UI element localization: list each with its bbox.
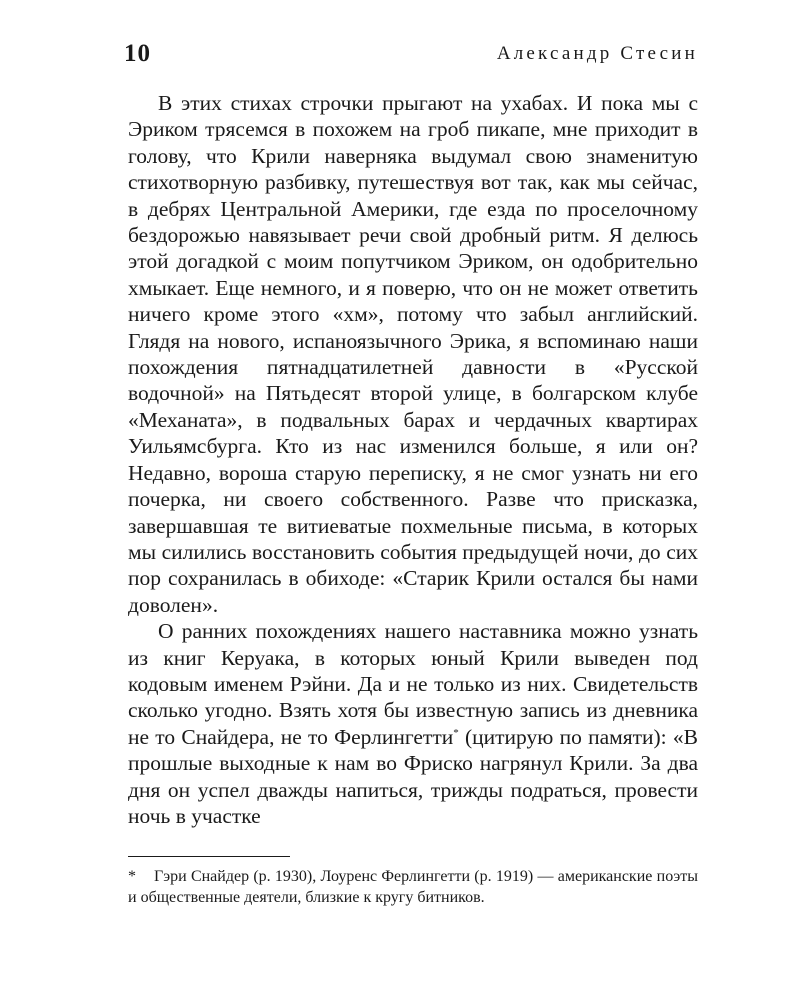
footnote-marker: * xyxy=(128,868,136,885)
footnote-text: Гэри Снайдер (р. 1930), Лоуренс Ферлингетти (р. 1919) — американские поэты и общественные деятели, близкие к кругу битников. xyxy=(128,868,698,906)
paragraph-2-text-b: (цитирую по памяти): «В прошлые выходные к нам во Фриско нагрянул Крили. За два дня он успел дважды напиться, трижды подраться, провести ночь в участке xyxy=(128,724,698,828)
footnote-reference[interactable]: * xyxy=(453,726,459,739)
page-number: 10 xyxy=(124,40,151,67)
author-name: Александр Стесин xyxy=(496,43,698,64)
paragraph-2-text-a: О ранних похождениях нашего наставника можно узнать из книг Керуака, в которых юный Крили выведен под кодовым именем Рэйни. Да и не только из них. Свидетельств сколько угодно. Взять хотя бы известную запись из дневника не то Снайдера, не то Ферлингетти xyxy=(128,619,698,749)
running-head xyxy=(124,38,698,70)
footnote-divider xyxy=(128,856,290,857)
footnote xyxy=(128,866,698,908)
paragraph-2 xyxy=(128,618,698,829)
body-text xyxy=(128,90,698,829)
paragraph-1: В этих стихах строчки прыгают на ухабах. И пока мы с Эриком трясемся в похожем на гроб пикапе, мне приходит в голову, что Крили наверняка выдумал свою знаменитую стихотворную разбивку, путешествуя вот так, как мы сейчас, в дебрях Центральной Америки, где езда по проселочному бездорожью навязывает речи свой дробный ритм. Я делюсь этой догадкой с моим попутчиком Эриком, он одобрительно хмыкает. Еще немного, и я поверю, что он не может ответить ничего кроме этого «хм», потому что забыл английский. Глядя на нового, испаноязычного Эрика, я вспоминаю наши похождения пятнадцатилетней давности в «Русской водочной» на Пятьдесят второй улице, в болгарском клубе «Механата», в подвальных барах и чердачных квартирах Уильямсбурга. Кто из нас изменился больше, я или он? Недавно, вороша старую переписку, я не смог узнать ни его почерка, ни своего собственного. Разве что присказка, завершавшая те витиеватые похмельные письма, в которых мы силились восстановить события предыдущей ночи, до сих пор сохранилась в обиходе: «Старик Крили остался бы нами доволен». xyxy=(128,91,698,617)
